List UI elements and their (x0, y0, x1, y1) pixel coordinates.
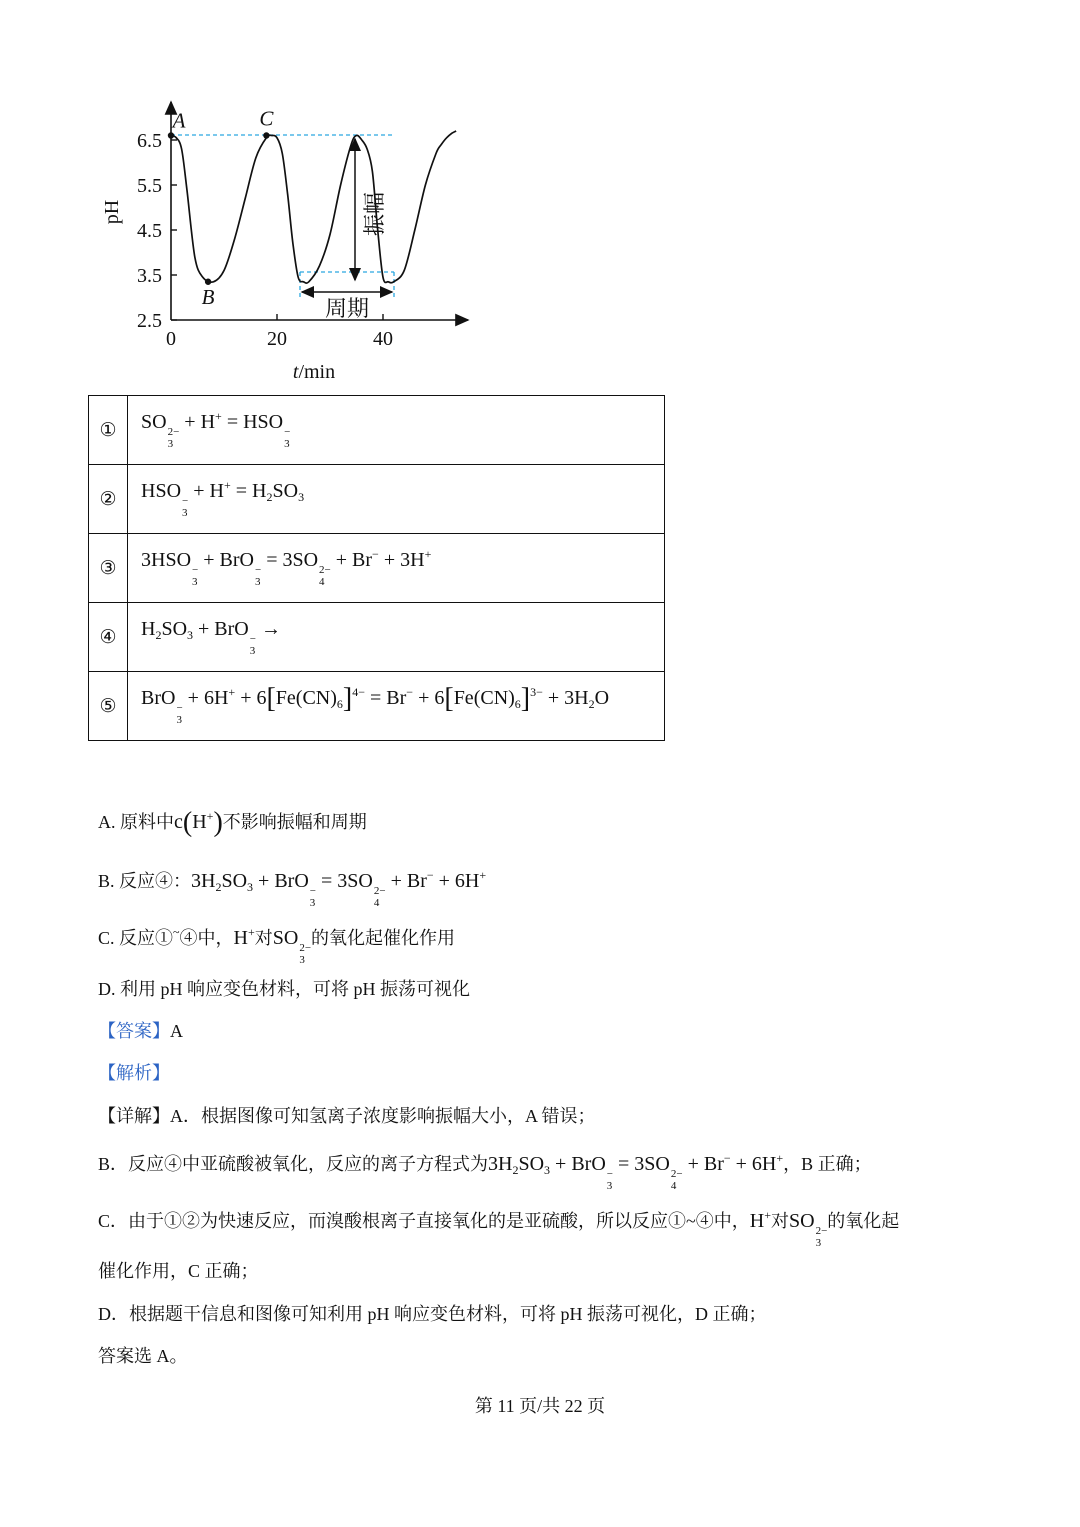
option-c-text: 的氧化起催化作用 (311, 928, 456, 948)
option-c: C. 反应①~④中，H+对SO 2− 3 的氧化起催化作用 (98, 925, 456, 966)
detail-d: D．根据题干信息和图像可知利用 pH 响应变色材料，可将 pH 振荡可视化，D 正确； (98, 1304, 767, 1324)
detail-c: C．由于①②为快速反应，而溴酸根离子直接氧化的是亚硫酸，所以反应①~④中，H+对SO 2− 3 的氧化起 (98, 1208, 900, 1249)
detail-b-tail: ，B 正确； (783, 1154, 872, 1174)
row-number: ⑤ (89, 672, 128, 741)
detail-c-cont: 催化作用，C 正确； (98, 1261, 259, 1281)
option-a-prefix: A. 原料中 (98, 812, 174, 832)
reaction-row-1 (89, 396, 665, 465)
point-label-b: B (201, 284, 215, 309)
detail-b: B．反应④中亚硫酸被氧化，反应的离子方程式为$3H_2SO_3$ + BrO − 3 = 3SO 2− 4 + Br− + 6H+，B 正确； (98, 1151, 872, 1192)
y-tick-label: 3.5 (137, 265, 162, 287)
option-c-mid: ④中， (179, 928, 234, 948)
reaction-5: BrO − 3 + $6H^+ + 6[Fe(CN)_6]^{4-} = Br^- + 6[Fe(CN)_6]^{3-} + 3H_2O$ (128, 672, 665, 741)
ph-oscillation-chart (96, 92, 480, 386)
row-number: ② (89, 465, 128, 534)
y-axis-label: pH (101, 199, 123, 225)
x-tick-label: 20 (267, 328, 287, 350)
detail-c-tail: 的氧化起 (827, 1211, 900, 1231)
x-axis-label: t/min (292, 361, 336, 383)
answer-value: A (170, 1021, 183, 1041)
analysis-label (98, 1059, 170, 1085)
row-number: ③ (89, 534, 128, 603)
reaction-1: SO 2− 3 + H+ = HSO − 3 (128, 396, 665, 465)
option-a-text: 不影响振幅和周期 (222, 812, 367, 832)
detail-b-text: B．反应④中亚硫酸被氧化，反应的离子方程式为 (98, 1154, 489, 1174)
period-label: 周期 (324, 296, 370, 321)
point-label-a: A (172, 108, 186, 133)
point-a (168, 132, 174, 138)
answer-line (98, 1017, 183, 1043)
x-tick-label: 0 (166, 328, 176, 350)
amplitude-label: 振幅 (362, 191, 387, 237)
y-tick-label: 2.5 (137, 310, 162, 332)
row-number: ④ (89, 603, 128, 672)
analysis-label-text: 【解析】 (98, 1063, 170, 1083)
option-a: A. 原料中c(H+)不影响振幅和周期 (98, 807, 367, 838)
ph-curve (171, 131, 456, 283)
detail-c-text: C．由于①②为快速反应，而溴酸根离子直接氧化的是亚硫酸，所以反应①~④中， (98, 1211, 750, 1231)
detail-a-text: A．根据图像可知氢离子浓度影响振幅大小，A 错误； (170, 1106, 596, 1126)
reaction-row-3 (89, 534, 665, 603)
reaction-row-2 (89, 465, 665, 534)
reaction-table (88, 395, 665, 741)
reaction-row-4 (89, 603, 665, 672)
final-answer: 答案选 A。 (98, 1346, 188, 1366)
option-b: B. 反应④：$3H_2SO_3$ + BrO − 3 = 3SO 2− 4 + Br− + 6H+ (98, 868, 487, 909)
y-tick-label: 6.5 (137, 130, 162, 152)
page-footer: 第 11 页/共 22 页 (474, 1396, 606, 1416)
row-number: ① (89, 396, 128, 465)
option-d: D. 利用 pH 响应变色材料，可将 pH 振荡可视化 (98, 979, 470, 999)
point-c (263, 132, 269, 138)
answer-label: 【答案】 (98, 1021, 170, 1041)
reaction-3: 3HSO − 3 + BrO − 3 = 3SO 2− 4 + Br− + 3H+ (128, 534, 665, 603)
x-tick-label: 40 (373, 328, 393, 350)
point-label-c: C (259, 106, 274, 131)
reaction-2: HSO − 3 + $H^+ = H_2SO_3$ (128, 465, 665, 534)
y-tick-label: 4.5 (137, 220, 162, 242)
reaction-4: $H_2SO_3$ + BrO − 3 → (128, 603, 665, 672)
option-c-prefix: C. 反应① (98, 928, 174, 948)
reaction-row-5 (89, 672, 665, 741)
detail-label: 【详解】 (98, 1106, 170, 1126)
option-b-prefix: B. 反应④： (98, 871, 192, 891)
y-tick-label: 5.5 (137, 175, 162, 197)
detail-a (98, 1102, 596, 1128)
